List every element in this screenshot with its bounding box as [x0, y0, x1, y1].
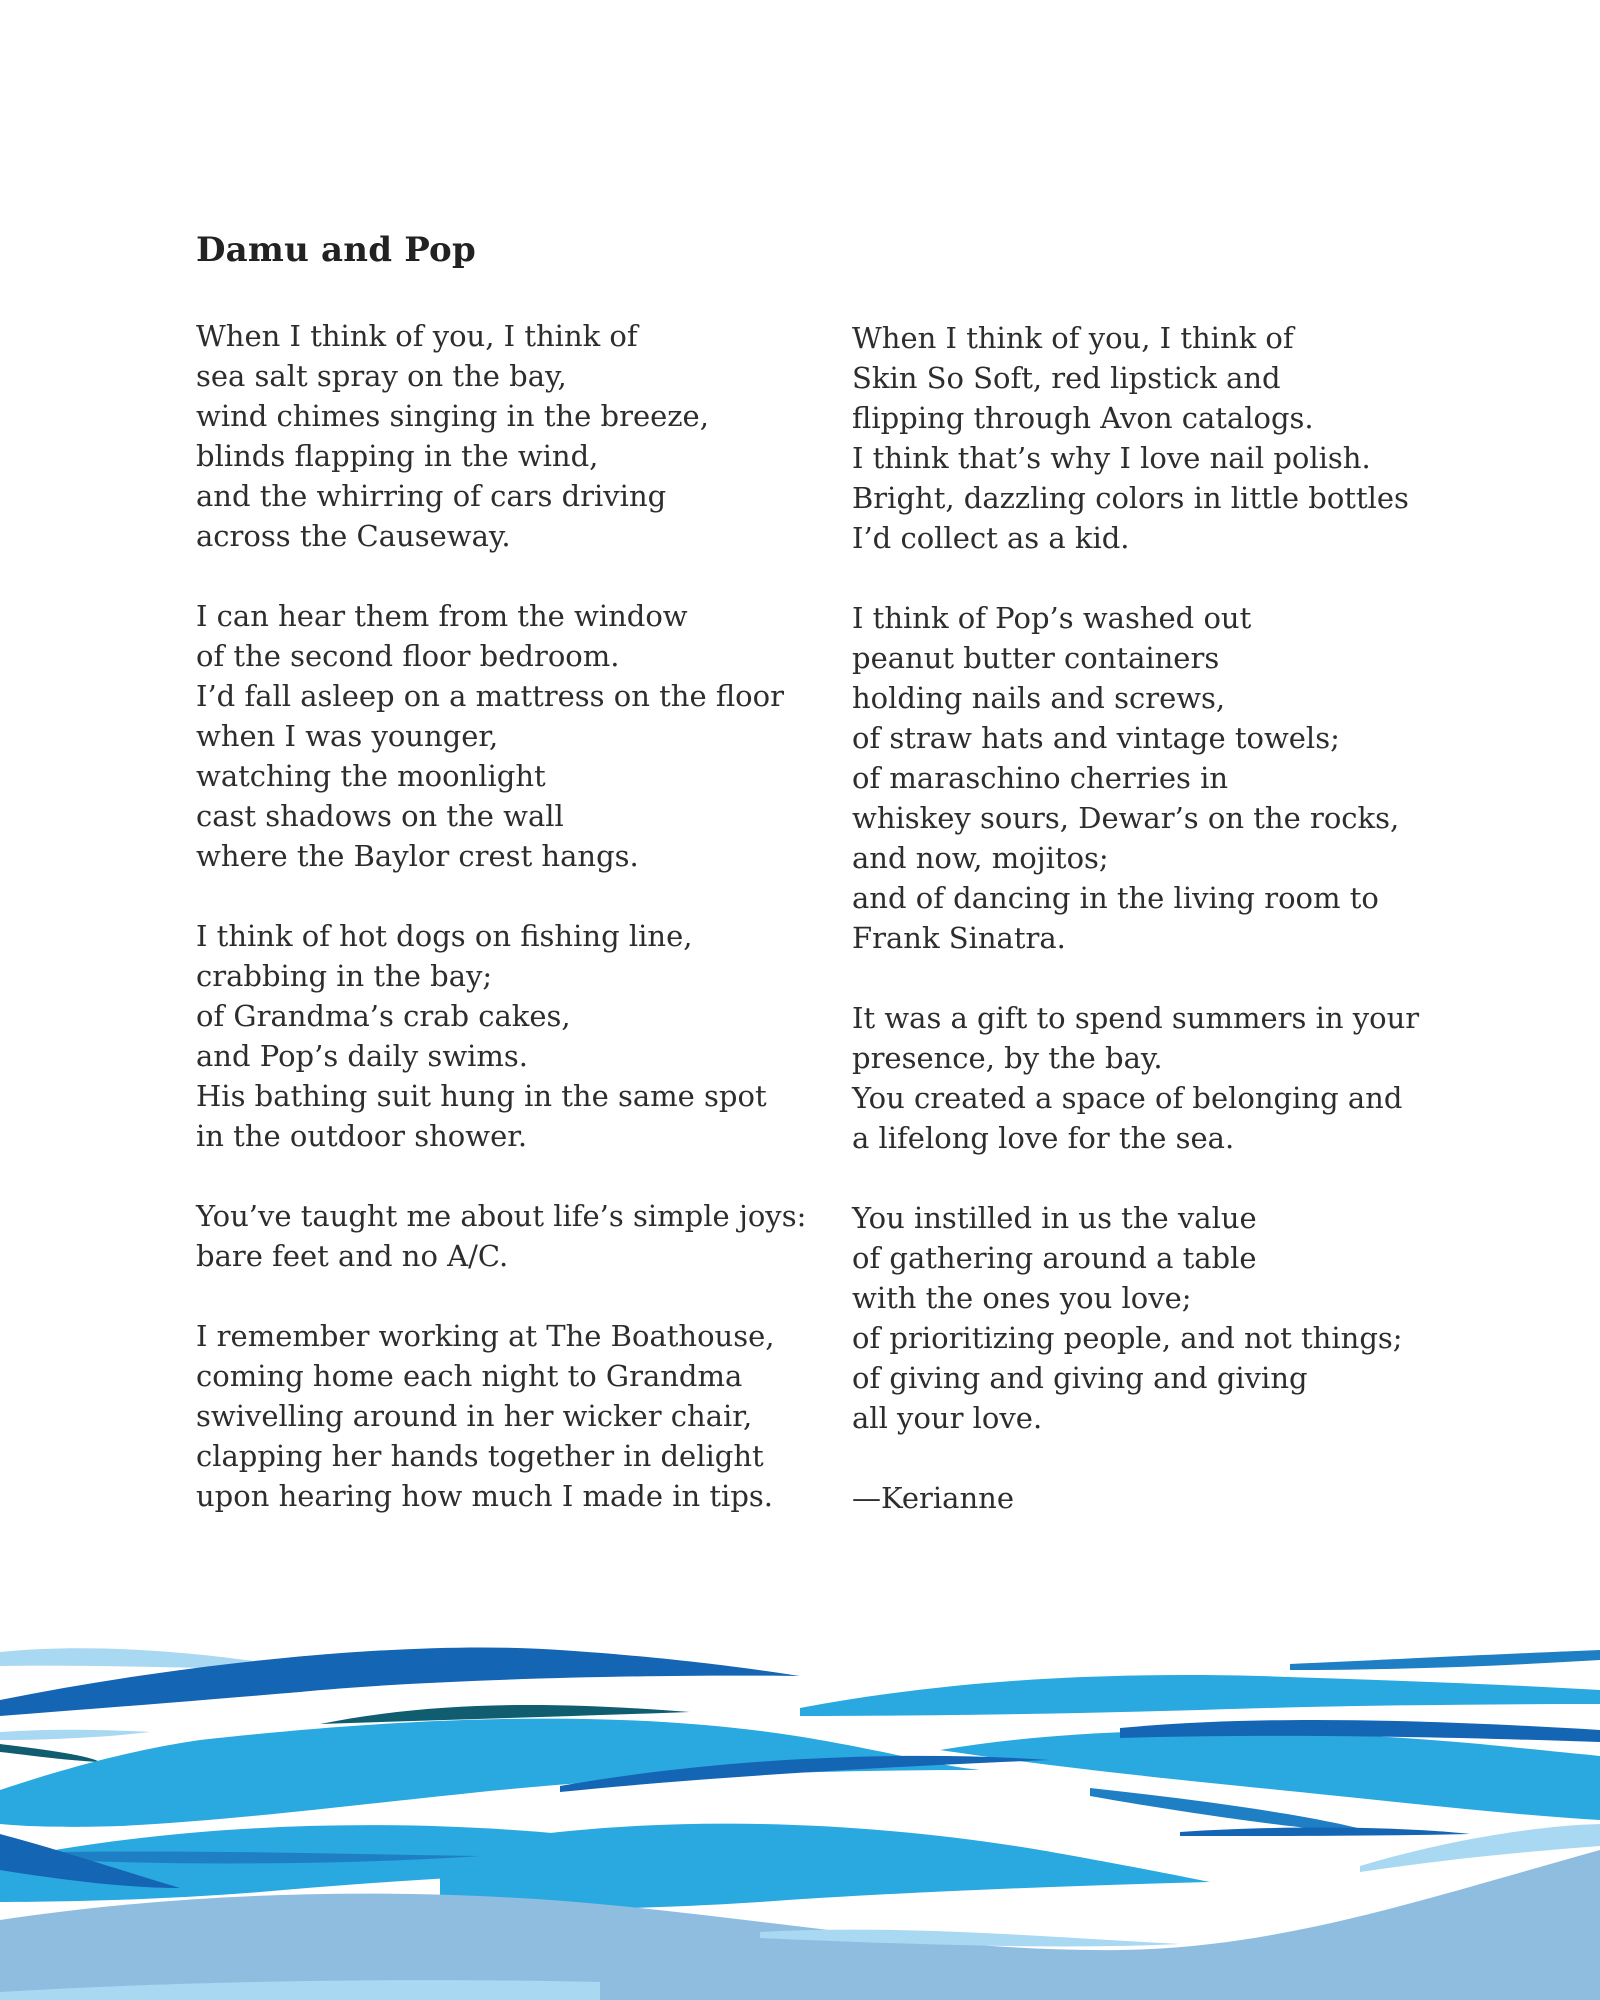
poem-line: peanut butter containers [852, 641, 1220, 675]
stanza [852, 598, 1452, 958]
poem-line: watching the moonlight [196, 759, 546, 793]
stanza [196, 916, 796, 1156]
poem-line: all your love. [852, 1401, 1043, 1435]
poem-line: whiskey sours, Dewar’s on the rocks, [852, 801, 1400, 835]
poem-line: Skin So Soft, red lipstick and [852, 361, 1281, 395]
poem-line: You instilled in us the value [852, 1201, 1257, 1235]
poem-line: of Grandma’s crab cakes, [196, 999, 571, 1033]
poem-line: clapping her hands together in delight [196, 1439, 764, 1473]
poem-line: and Pop’s daily swims. [196, 1039, 529, 1073]
poem-line: When I think of you, I think of [852, 321, 1294, 355]
wave-illustration [0, 1620, 1600, 2000]
wave-band [0, 1719, 980, 1827]
poem-line: Frank Sinatra. [852, 921, 1066, 955]
stanza [196, 1196, 807, 1276]
stanza [852, 1198, 1452, 1438]
poem-line: swivelling around in her wicker chair, [196, 1399, 753, 1433]
poem-line: presence, by the bay. [852, 1041, 1163, 1075]
poem-title: Damu and Pop [196, 230, 476, 270]
poem-line: I think of hot dogs on fishing line, [196, 919, 693, 953]
wave-band [0, 1744, 100, 1762]
wave-band [1180, 1828, 1470, 1836]
poem-line: blinds flapping in the wind, [196, 439, 599, 473]
poem-line: I think that’s why I love nail polish. [852, 441, 1371, 475]
poem-line: I can hear them from the window [196, 599, 688, 633]
wave-band [1290, 1650, 1600, 1670]
stanza [196, 596, 796, 876]
poem-line: upon hearing how much I made in tips. [196, 1479, 773, 1513]
poem-line: I’d fall asleep on a mattress on the floor [196, 679, 784, 713]
poem-line: in the outdoor shower. [196, 1119, 528, 1153]
poem-line: wind chimes singing in the breeze, [196, 399, 709, 433]
stanza [852, 998, 1452, 1158]
poem-line: with the ones you love; [852, 1281, 1192, 1315]
poem-line: of maraschino cherries in [852, 761, 1229, 795]
poem-line: and of dancing in the living room to [852, 881, 1379, 915]
wave-band [940, 1730, 1600, 1820]
poem-line: You’ve taught me about life’s simple joys: [196, 1199, 807, 1233]
poem-line: a lifelong love for the sea. [852, 1121, 1235, 1155]
wave-band [0, 1730, 150, 1740]
right-column [852, 318, 1452, 1518]
poem-line: You created a space of belonging and [852, 1081, 1403, 1115]
poem-line: of gathering around a table [852, 1241, 1257, 1275]
poem-line: and now, mojitos; [852, 841, 1109, 875]
left-column [196, 316, 807, 1556]
poem-line: crabbing in the bay; [196, 959, 493, 993]
stanza [196, 1316, 796, 1516]
poem-line: and the whirring of cars driving [196, 479, 667, 513]
poem-line: when I was younger, [196, 719, 499, 753]
wave-band [800, 1675, 1600, 1716]
poem-line: I remember working at The Boathouse, [196, 1319, 775, 1353]
poem-line: of prioritizing people, and not things; [852, 1321, 1403, 1355]
poem-line: holding nails and screws, [852, 681, 1226, 715]
poem-line: across the Causeway. [196, 519, 511, 553]
poem-line: When I think of you, I think of [196, 319, 638, 353]
poem-line: where the Baylor crest hangs. [196, 839, 639, 873]
stanza [852, 318, 1452, 558]
poem-line: Bright, dazzling colors in little bottles [852, 481, 1409, 515]
poem-line: of the second floor bedroom. [196, 639, 620, 673]
poem-line: flipping through Avon catalogs. [852, 401, 1314, 435]
poem-line: of straw hats and vintage towels; [852, 721, 1340, 755]
poem-line: bare feet and no A/C. [196, 1239, 509, 1273]
poem-line: cast shadows on the wall [196, 799, 564, 833]
poem-line: of giving and giving and giving [852, 1361, 1308, 1395]
stanza [196, 316, 796, 556]
poem-line: It was a gift to spend summers in your [852, 1001, 1420, 1035]
poem-line: I think of Pop’s washed out [852, 601, 1252, 635]
poem-line: sea salt spray on the bay, [196, 359, 567, 393]
poem-signature: —Kerianne [852, 1481, 1014, 1515]
poem-line: coming home each night to Grandma [196, 1359, 743, 1393]
poem-line: I’d collect as a kid. [852, 521, 1130, 555]
poem-line: His bathing suit hung in the same spot [196, 1079, 767, 1113]
wave-band [440, 1824, 1210, 1910]
